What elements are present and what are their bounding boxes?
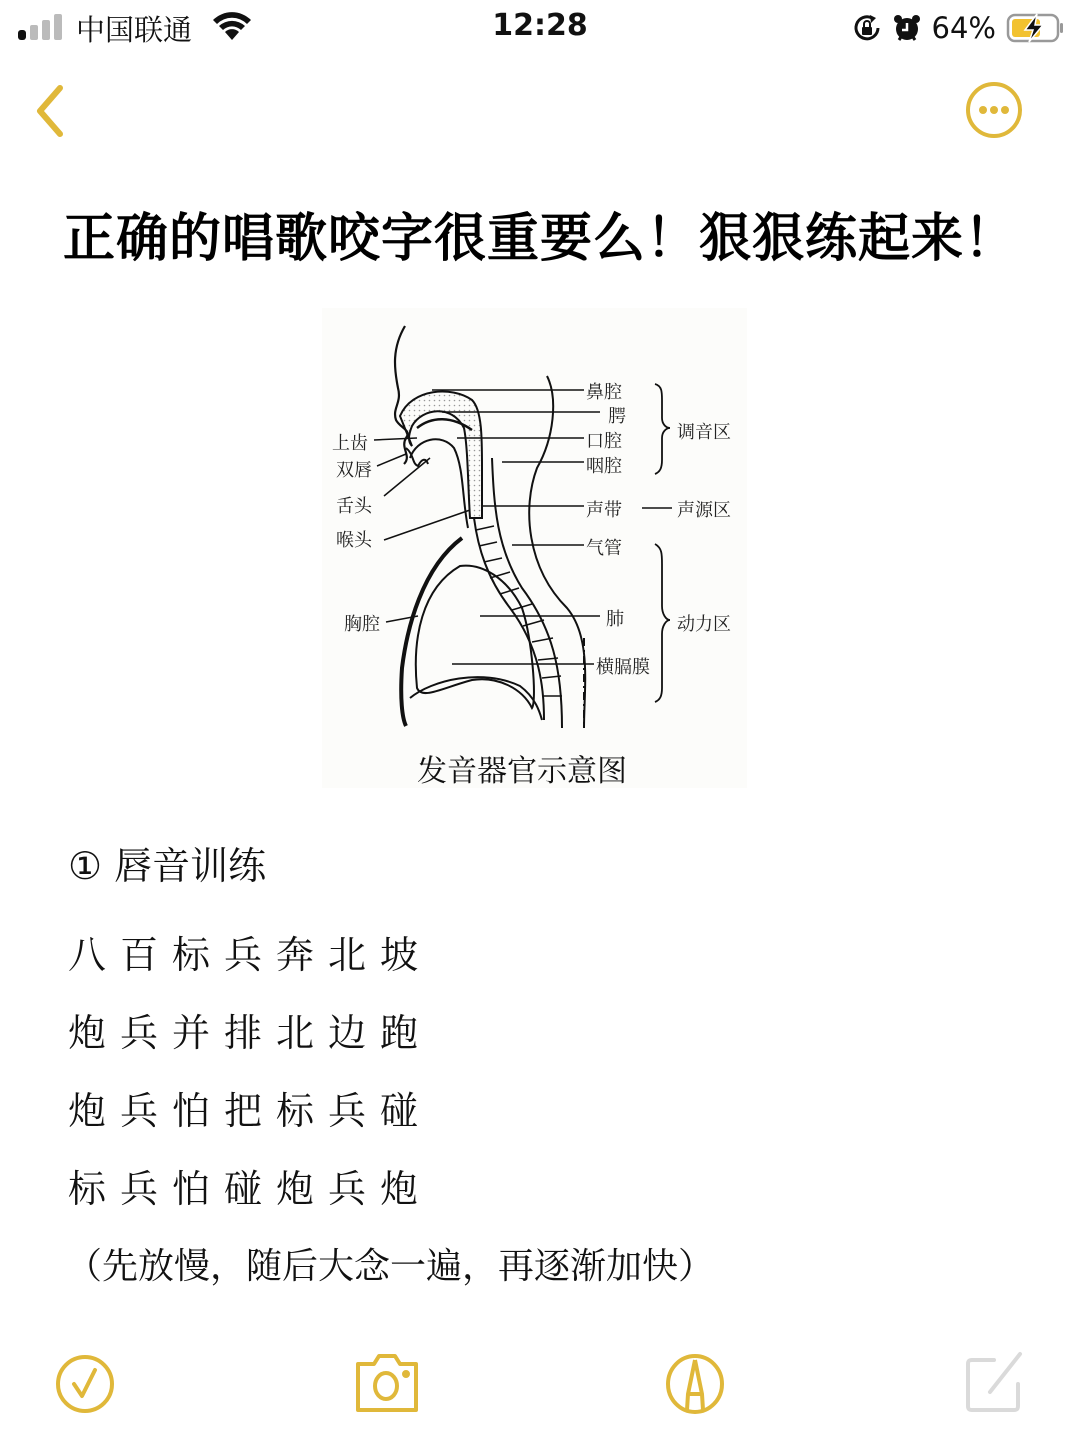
battery-charging-icon [1006, 13, 1064, 43]
verse-line: 标兵怕碰炮兵炮 [68, 1167, 433, 1211]
diagram-caption: 发音器官示意图 [417, 754, 627, 789]
practice-instruction: （先放慢，随后大念一遍，再逐渐加快） [66, 1246, 715, 1287]
label-trachea: 气管 [586, 538, 622, 559]
label-vocal-cords: 声带 [586, 500, 622, 521]
label-upper-teeth: 上齿 [332, 433, 368, 454]
label-larynx: 喉头 [336, 530, 372, 551]
label-pharynx: 咽腔 [586, 456, 622, 477]
note-body [68, 838, 1028, 1306]
note-title: 正确的唱歌咬字很重要么！狠狠练起来！ [62, 209, 1017, 269]
battery-percent: 64% [931, 11, 996, 45]
more-options-button[interactable] [964, 80, 1024, 140]
bottom-toolbar [0, 1348, 1080, 1428]
status-time: 12:28 [492, 8, 588, 43]
compose-button[interactable] [960, 1348, 1030, 1420]
verse-line: 八百标兵奔北坡 [68, 933, 433, 977]
carrier-name: 中国联通 [76, 13, 193, 47]
wifi-icon [212, 12, 252, 42]
anatomy-illustration [322, 308, 747, 788]
label-chest: 胸腔 [344, 614, 380, 635]
label-zone-power: 动力区 [677, 614, 731, 635]
section-heading: ① 唇音训练 [68, 844, 267, 888]
label-lung: 肺 [606, 609, 624, 630]
back-button[interactable] [30, 80, 74, 140]
verse-line: 炮兵并排北边跑 [68, 1011, 433, 1055]
label-oral-cavity: 口腔 [586, 431, 622, 452]
checkmark-circle-icon [58, 1357, 112, 1411]
orientation-lock-icon [852, 13, 882, 43]
label-nasal-cavity: 鼻腔 [586, 382, 622, 403]
pen-tip-circle-icon [668, 1356, 722, 1412]
vocal-organs-diagram [322, 308, 747, 788]
camera-icon [358, 1356, 416, 1410]
status-right-group [852, 8, 1064, 48]
compose-icon [968, 1354, 1020, 1410]
camera-button[interactable] [352, 1348, 422, 1420]
checklist-button[interactable] [50, 1348, 120, 1420]
label-zone-articulation: 调音区 [677, 422, 731, 443]
label-lips: 双唇 [336, 460, 372, 481]
label-tongue: 舌头 [336, 496, 372, 517]
label-palate: 腭 [608, 406, 626, 427]
label-zone-source: 声源区 [677, 500, 731, 521]
signal-icon [18, 14, 64, 40]
markup-button[interactable] [660, 1348, 730, 1420]
label-diaphragm: 横膈膜 [596, 657, 650, 678]
alarm-icon [892, 13, 922, 43]
status-bar [0, 0, 1080, 56]
verse-line: 炮兵怕把标兵碰 [68, 1089, 433, 1133]
